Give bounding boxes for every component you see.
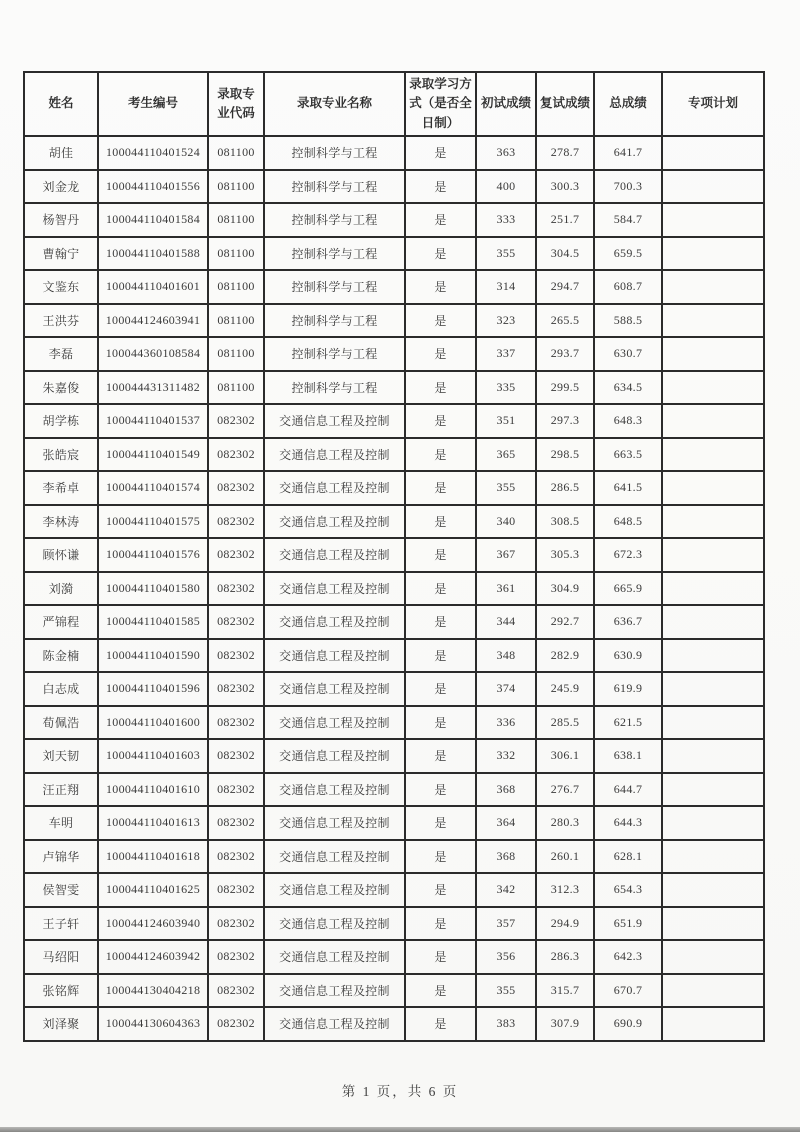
cell-retest_score: 282.9 [536, 639, 594, 673]
cell-major_name: 交通信息工程及控制 [264, 840, 405, 874]
cell-name: 曹翰宁 [24, 237, 98, 271]
cell-major_name: 交通信息工程及控制 [264, 404, 405, 438]
cell-major_name: 交通信息工程及控制 [264, 773, 405, 807]
cell-retest_score: 304.5 [536, 237, 594, 271]
cell-major_code: 082302 [208, 974, 264, 1008]
cell-major_code: 081100 [208, 304, 264, 338]
column-header-full_time: 录取学习方式（是否全日制） [405, 72, 476, 136]
cell-total_score: 588.5 [594, 304, 662, 338]
cell-total_score: 663.5 [594, 438, 662, 472]
cell-name: 严锦程 [24, 605, 98, 639]
cell-retest_score: 260.1 [536, 840, 594, 874]
cell-retest_score: 312.3 [536, 873, 594, 907]
cell-major_code: 082302 [208, 706, 264, 740]
cell-candidate_no: 100044110401610 [98, 773, 208, 807]
cell-candidate_no: 100044124603940 [98, 907, 208, 941]
cell-candidate_no: 100044130404218 [98, 974, 208, 1008]
cell-candidate_no: 100044110401556 [98, 170, 208, 204]
cell-name: 王子轩 [24, 907, 98, 941]
cell-special_plan [662, 605, 764, 639]
cell-major_code: 082302 [208, 840, 264, 874]
cell-special_plan [662, 404, 764, 438]
cell-major_code: 082302 [208, 1007, 264, 1041]
cell-name: 卢锦华 [24, 840, 98, 874]
cell-total_score: 648.5 [594, 505, 662, 539]
table-row [24, 538, 764, 572]
cell-full_time: 是 [405, 940, 476, 974]
cell-major_name: 交通信息工程及控制 [264, 1007, 405, 1041]
cell-full_time: 是 [405, 438, 476, 472]
cell-major_name: 交通信息工程及控制 [264, 974, 405, 1008]
cell-name: 刘漪 [24, 572, 98, 606]
table-row [24, 974, 764, 1008]
cell-special_plan [662, 907, 764, 941]
cell-major_name: 交通信息工程及控制 [264, 739, 405, 773]
cell-major_code: 081100 [208, 136, 264, 170]
cell-special_plan [662, 505, 764, 539]
cell-major_name: 交通信息工程及控制 [264, 706, 405, 740]
cell-major_code: 082302 [208, 739, 264, 773]
cell-candidate_no: 100044110401603 [98, 739, 208, 773]
cell-retest_score: 299.5 [536, 371, 594, 405]
cell-special_plan [662, 940, 764, 974]
table-row [24, 237, 764, 271]
cell-retest_score: 280.3 [536, 806, 594, 840]
table-row [24, 873, 764, 907]
cell-candidate_no: 100044110401625 [98, 873, 208, 907]
cell-full_time: 是 [405, 639, 476, 673]
cell-special_plan [662, 840, 764, 874]
bottom-edge-shadow [0, 1127, 800, 1132]
cell-candidate_no: 100044110401596 [98, 672, 208, 706]
cell-total_score: 628.1 [594, 840, 662, 874]
cell-initial_score: 314 [476, 270, 536, 304]
cell-total_score: 648.3 [594, 404, 662, 438]
cell-major_code: 081100 [208, 237, 264, 271]
cell-special_plan [662, 706, 764, 740]
cell-retest_score: 297.3 [536, 404, 594, 438]
cell-major_code: 082302 [208, 438, 264, 472]
cell-total_score: 619.9 [594, 672, 662, 706]
cell-candidate_no: 100044110401600 [98, 706, 208, 740]
table-row [24, 203, 764, 237]
cell-retest_score: 285.5 [536, 706, 594, 740]
cell-special_plan [662, 672, 764, 706]
cell-name: 刘泽聚 [24, 1007, 98, 1041]
cell-initial_score: 340 [476, 505, 536, 539]
cell-candidate_no: 100044110401585 [98, 605, 208, 639]
cell-total_score: 630.9 [594, 639, 662, 673]
cell-major_name: 控制科学与工程 [264, 270, 405, 304]
page-indicator: 第 1 页，共 6 页 [341, 1084, 459, 1099]
column-header-retest_score: 复试成绩 [536, 72, 594, 136]
cell-major_code: 082302 [208, 605, 264, 639]
cell-initial_score: 335 [476, 371, 536, 405]
table-header-row [24, 72, 764, 136]
cell-total_score: 636.7 [594, 605, 662, 639]
cell-retest_score: 245.9 [536, 672, 594, 706]
cell-name: 朱嘉俊 [24, 371, 98, 405]
cell-major_code: 082302 [208, 773, 264, 807]
cell-retest_score: 300.3 [536, 170, 594, 204]
cell-name: 侯智雯 [24, 873, 98, 907]
cell-full_time: 是 [405, 773, 476, 807]
cell-name: 马绍阳 [24, 940, 98, 974]
cell-retest_score: 286.3 [536, 940, 594, 974]
cell-total_score: 608.7 [594, 270, 662, 304]
cell-total_score: 641.5 [594, 471, 662, 505]
column-header-initial_score: 初试成绩 [476, 72, 536, 136]
cell-full_time: 是 [405, 840, 476, 874]
cell-major_code: 082302 [208, 907, 264, 941]
cell-major_name: 控制科学与工程 [264, 371, 405, 405]
cell-total_score: 700.3 [594, 170, 662, 204]
cell-initial_score: 383 [476, 1007, 536, 1041]
table-row [24, 304, 764, 338]
cell-candidate_no: 100044124603942 [98, 940, 208, 974]
cell-major_name: 交通信息工程及控制 [264, 538, 405, 572]
cell-candidate_no: 100044110401584 [98, 203, 208, 237]
table-row [24, 672, 764, 706]
table-row [24, 706, 764, 740]
cell-special_plan [662, 337, 764, 371]
cell-special_plan [662, 270, 764, 304]
cell-candidate_no: 100044110401549 [98, 438, 208, 472]
cell-special_plan [662, 739, 764, 773]
cell-retest_score: 305.3 [536, 538, 594, 572]
cell-major_name: 交通信息工程及控制 [264, 572, 405, 606]
cell-candidate_no: 100044110401576 [98, 538, 208, 572]
cell-major_code: 081100 [208, 270, 264, 304]
cell-full_time: 是 [405, 706, 476, 740]
table-row [24, 840, 764, 874]
cell-name: 王洪芬 [24, 304, 98, 338]
cell-retest_score: 286.5 [536, 471, 594, 505]
cell-initial_score: 361 [476, 572, 536, 606]
cell-initial_score: 400 [476, 170, 536, 204]
cell-initial_score: 363 [476, 136, 536, 170]
cell-total_score: 665.9 [594, 572, 662, 606]
cell-name: 李希卓 [24, 471, 98, 505]
cell-name: 刘金龙 [24, 170, 98, 204]
cell-initial_score: 333 [476, 203, 536, 237]
page-footer [0, 1080, 800, 1100]
cell-special_plan [662, 572, 764, 606]
cell-full_time: 是 [405, 237, 476, 271]
cell-major_code: 081100 [208, 203, 264, 237]
cell-full_time: 是 [405, 739, 476, 773]
cell-initial_score: 355 [476, 471, 536, 505]
cell-major_name: 交通信息工程及控制 [264, 438, 405, 472]
cell-name: 顾怀谦 [24, 538, 98, 572]
cell-full_time: 是 [405, 505, 476, 539]
cell-major_code: 082302 [208, 806, 264, 840]
table-row [24, 471, 764, 505]
cell-full_time: 是 [405, 672, 476, 706]
cell-total_score: 641.7 [594, 136, 662, 170]
cell-full_time: 是 [405, 371, 476, 405]
cell-full_time: 是 [405, 1007, 476, 1041]
cell-initial_score: 342 [476, 873, 536, 907]
cell-retest_score: 304.9 [536, 572, 594, 606]
cell-full_time: 是 [405, 136, 476, 170]
cell-full_time: 是 [405, 605, 476, 639]
cell-special_plan [662, 639, 764, 673]
cell-total_score: 644.3 [594, 806, 662, 840]
cell-total_score: 659.5 [594, 237, 662, 271]
cell-major_code: 082302 [208, 672, 264, 706]
cell-total_score: 621.5 [594, 706, 662, 740]
table-row [24, 572, 764, 606]
cell-special_plan [662, 237, 764, 271]
cell-name: 白志成 [24, 672, 98, 706]
cell-name: 刘天韧 [24, 739, 98, 773]
cell-name: 文鉴东 [24, 270, 98, 304]
column-header-special_plan: 专项计划 [662, 72, 764, 136]
cell-retest_score: 294.7 [536, 270, 594, 304]
cell-full_time: 是 [405, 304, 476, 338]
cell-full_time: 是 [405, 203, 476, 237]
cell-candidate_no: 100044431311482 [98, 371, 208, 405]
table-row [24, 170, 764, 204]
cell-total_score: 642.3 [594, 940, 662, 974]
cell-major_code: 082302 [208, 538, 264, 572]
cell-total_score: 651.9 [594, 907, 662, 941]
cell-initial_score: 337 [476, 337, 536, 371]
cell-major_name: 控制科学与工程 [264, 237, 405, 271]
table-row [24, 605, 764, 639]
column-header-name: 姓名 [24, 72, 98, 136]
cell-initial_score: 323 [476, 304, 536, 338]
cell-name: 胡佳 [24, 136, 98, 170]
table-row [24, 505, 764, 539]
table-row [24, 907, 764, 941]
cell-major_name: 交通信息工程及控制 [264, 639, 405, 673]
cell-full_time: 是 [405, 270, 476, 304]
cell-initial_score: 348 [476, 639, 536, 673]
cell-candidate_no: 100044110401580 [98, 572, 208, 606]
cell-initial_score: 344 [476, 605, 536, 639]
cell-initial_score: 368 [476, 773, 536, 807]
cell-candidate_no: 100044110401574 [98, 471, 208, 505]
cell-retest_score: 306.1 [536, 739, 594, 773]
cell-special_plan [662, 974, 764, 1008]
cell-name: 汪正翔 [24, 773, 98, 807]
cell-full_time: 是 [405, 404, 476, 438]
cell-initial_score: 355 [476, 974, 536, 1008]
cell-candidate_no: 100044110401613 [98, 806, 208, 840]
cell-major_name: 交通信息工程及控制 [264, 907, 405, 941]
column-header-candidate_no: 考生编号 [98, 72, 208, 136]
table-row [24, 940, 764, 974]
cell-special_plan [662, 538, 764, 572]
cell-major_code: 081100 [208, 337, 264, 371]
cell-major_name: 交通信息工程及控制 [264, 505, 405, 539]
cell-candidate_no: 100044110401590 [98, 639, 208, 673]
cell-retest_score: 307.9 [536, 1007, 594, 1041]
cell-retest_score: 315.7 [536, 974, 594, 1008]
cell-candidate_no: 100044110401537 [98, 404, 208, 438]
column-header-major_code: 录取专业代码 [208, 72, 264, 136]
cell-retest_score: 276.7 [536, 773, 594, 807]
cell-special_plan [662, 438, 764, 472]
cell-initial_score: 365 [476, 438, 536, 472]
cell-candidate_no: 100044110401618 [98, 840, 208, 874]
cell-major_code: 082302 [208, 505, 264, 539]
table-row [24, 639, 764, 673]
table-row [24, 136, 764, 170]
cell-major_code: 081100 [208, 371, 264, 405]
cell-initial_score: 357 [476, 907, 536, 941]
cell-total_score: 690.9 [594, 1007, 662, 1041]
cell-initial_score: 364 [476, 806, 536, 840]
cell-candidate_no: 100044110401601 [98, 270, 208, 304]
cell-retest_score: 278.7 [536, 136, 594, 170]
cell-total_score: 654.3 [594, 873, 662, 907]
cell-full_time: 是 [405, 337, 476, 371]
cell-special_plan [662, 873, 764, 907]
cell-major_name: 交通信息工程及控制 [264, 873, 405, 907]
cell-retest_score: 293.7 [536, 337, 594, 371]
cell-candidate_no: 100044130604363 [98, 1007, 208, 1041]
table-row [24, 806, 764, 840]
cell-major_code: 082302 [208, 471, 264, 505]
cell-initial_score: 351 [476, 404, 536, 438]
table-row [24, 739, 764, 773]
cell-major_name: 交通信息工程及控制 [264, 672, 405, 706]
table-row [24, 404, 764, 438]
cell-special_plan [662, 371, 764, 405]
cell-retest_score: 308.5 [536, 505, 594, 539]
cell-full_time: 是 [405, 170, 476, 204]
cell-full_time: 是 [405, 907, 476, 941]
cell-total_score: 670.7 [594, 974, 662, 1008]
cell-major_name: 控制科学与工程 [264, 170, 405, 204]
cell-major_code: 082302 [208, 873, 264, 907]
table-row [24, 1007, 764, 1041]
cell-major_code: 082302 [208, 639, 264, 673]
cell-name: 杨智丹 [24, 203, 98, 237]
column-header-total_score: 总成绩 [594, 72, 662, 136]
table-row [24, 438, 764, 472]
cell-major_name: 交通信息工程及控制 [264, 471, 405, 505]
cell-initial_score: 336 [476, 706, 536, 740]
cell-total_score: 630.7 [594, 337, 662, 371]
cell-full_time: 是 [405, 873, 476, 907]
cell-major_name: 交通信息工程及控制 [264, 605, 405, 639]
cell-retest_score: 292.7 [536, 605, 594, 639]
cell-total_score: 672.3 [594, 538, 662, 572]
cell-major_name: 控制科学与工程 [264, 304, 405, 338]
cell-name: 胡学栋 [24, 404, 98, 438]
cell-name: 张铭辉 [24, 974, 98, 1008]
cell-name: 车明 [24, 806, 98, 840]
cell-major_code: 082302 [208, 940, 264, 974]
cell-initial_score: 355 [476, 237, 536, 271]
cell-retest_score: 298.5 [536, 438, 594, 472]
cell-major_code: 082302 [208, 404, 264, 438]
cell-retest_score: 294.9 [536, 907, 594, 941]
cell-special_plan [662, 203, 764, 237]
cell-total_score: 584.7 [594, 203, 662, 237]
cell-initial_score: 356 [476, 940, 536, 974]
table-row [24, 337, 764, 371]
cell-retest_score: 265.5 [536, 304, 594, 338]
cell-major_name: 控制科学与工程 [264, 203, 405, 237]
cell-initial_score: 374 [476, 672, 536, 706]
cell-candidate_no: 100044110401575 [98, 505, 208, 539]
cell-full_time: 是 [405, 538, 476, 572]
cell-name: 陈金楠 [24, 639, 98, 673]
cell-special_plan [662, 806, 764, 840]
cell-major_code: 081100 [208, 170, 264, 204]
cell-total_score: 644.7 [594, 773, 662, 807]
column-header-major_name: 录取专业名称 [264, 72, 405, 136]
cell-candidate_no: 100044360108584 [98, 337, 208, 371]
cell-retest_score: 251.7 [536, 203, 594, 237]
cell-special_plan [662, 773, 764, 807]
cell-candidate_no: 100044110401524 [98, 136, 208, 170]
cell-major_name: 控制科学与工程 [264, 337, 405, 371]
cell-initial_score: 332 [476, 739, 536, 773]
cell-name: 李磊 [24, 337, 98, 371]
cell-special_plan [662, 136, 764, 170]
cell-special_plan [662, 1007, 764, 1041]
cell-initial_score: 368 [476, 840, 536, 874]
table-row [24, 371, 764, 405]
admission-list-table [23, 71, 765, 1042]
cell-special_plan [662, 304, 764, 338]
cell-name: 张皓宸 [24, 438, 98, 472]
cell-major_name: 交通信息工程及控制 [264, 806, 405, 840]
cell-full_time: 是 [405, 572, 476, 606]
cell-major_name: 交通信息工程及控制 [264, 940, 405, 974]
cell-candidate_no: 100044124603941 [98, 304, 208, 338]
cell-initial_score: 367 [476, 538, 536, 572]
cell-candidate_no: 100044110401588 [98, 237, 208, 271]
cell-major_code: 082302 [208, 572, 264, 606]
table-row [24, 773, 764, 807]
cell-full_time: 是 [405, 806, 476, 840]
cell-major_name: 控制科学与工程 [264, 136, 405, 170]
table-row [24, 270, 764, 304]
cell-name: 荀佩浩 [24, 706, 98, 740]
cell-special_plan [662, 170, 764, 204]
cell-name: 李林涛 [24, 505, 98, 539]
cell-total_score: 638.1 [594, 739, 662, 773]
cell-total_score: 634.5 [594, 371, 662, 405]
cell-full_time: 是 [405, 974, 476, 1008]
cell-special_plan [662, 471, 764, 505]
cell-full_time: 是 [405, 471, 476, 505]
